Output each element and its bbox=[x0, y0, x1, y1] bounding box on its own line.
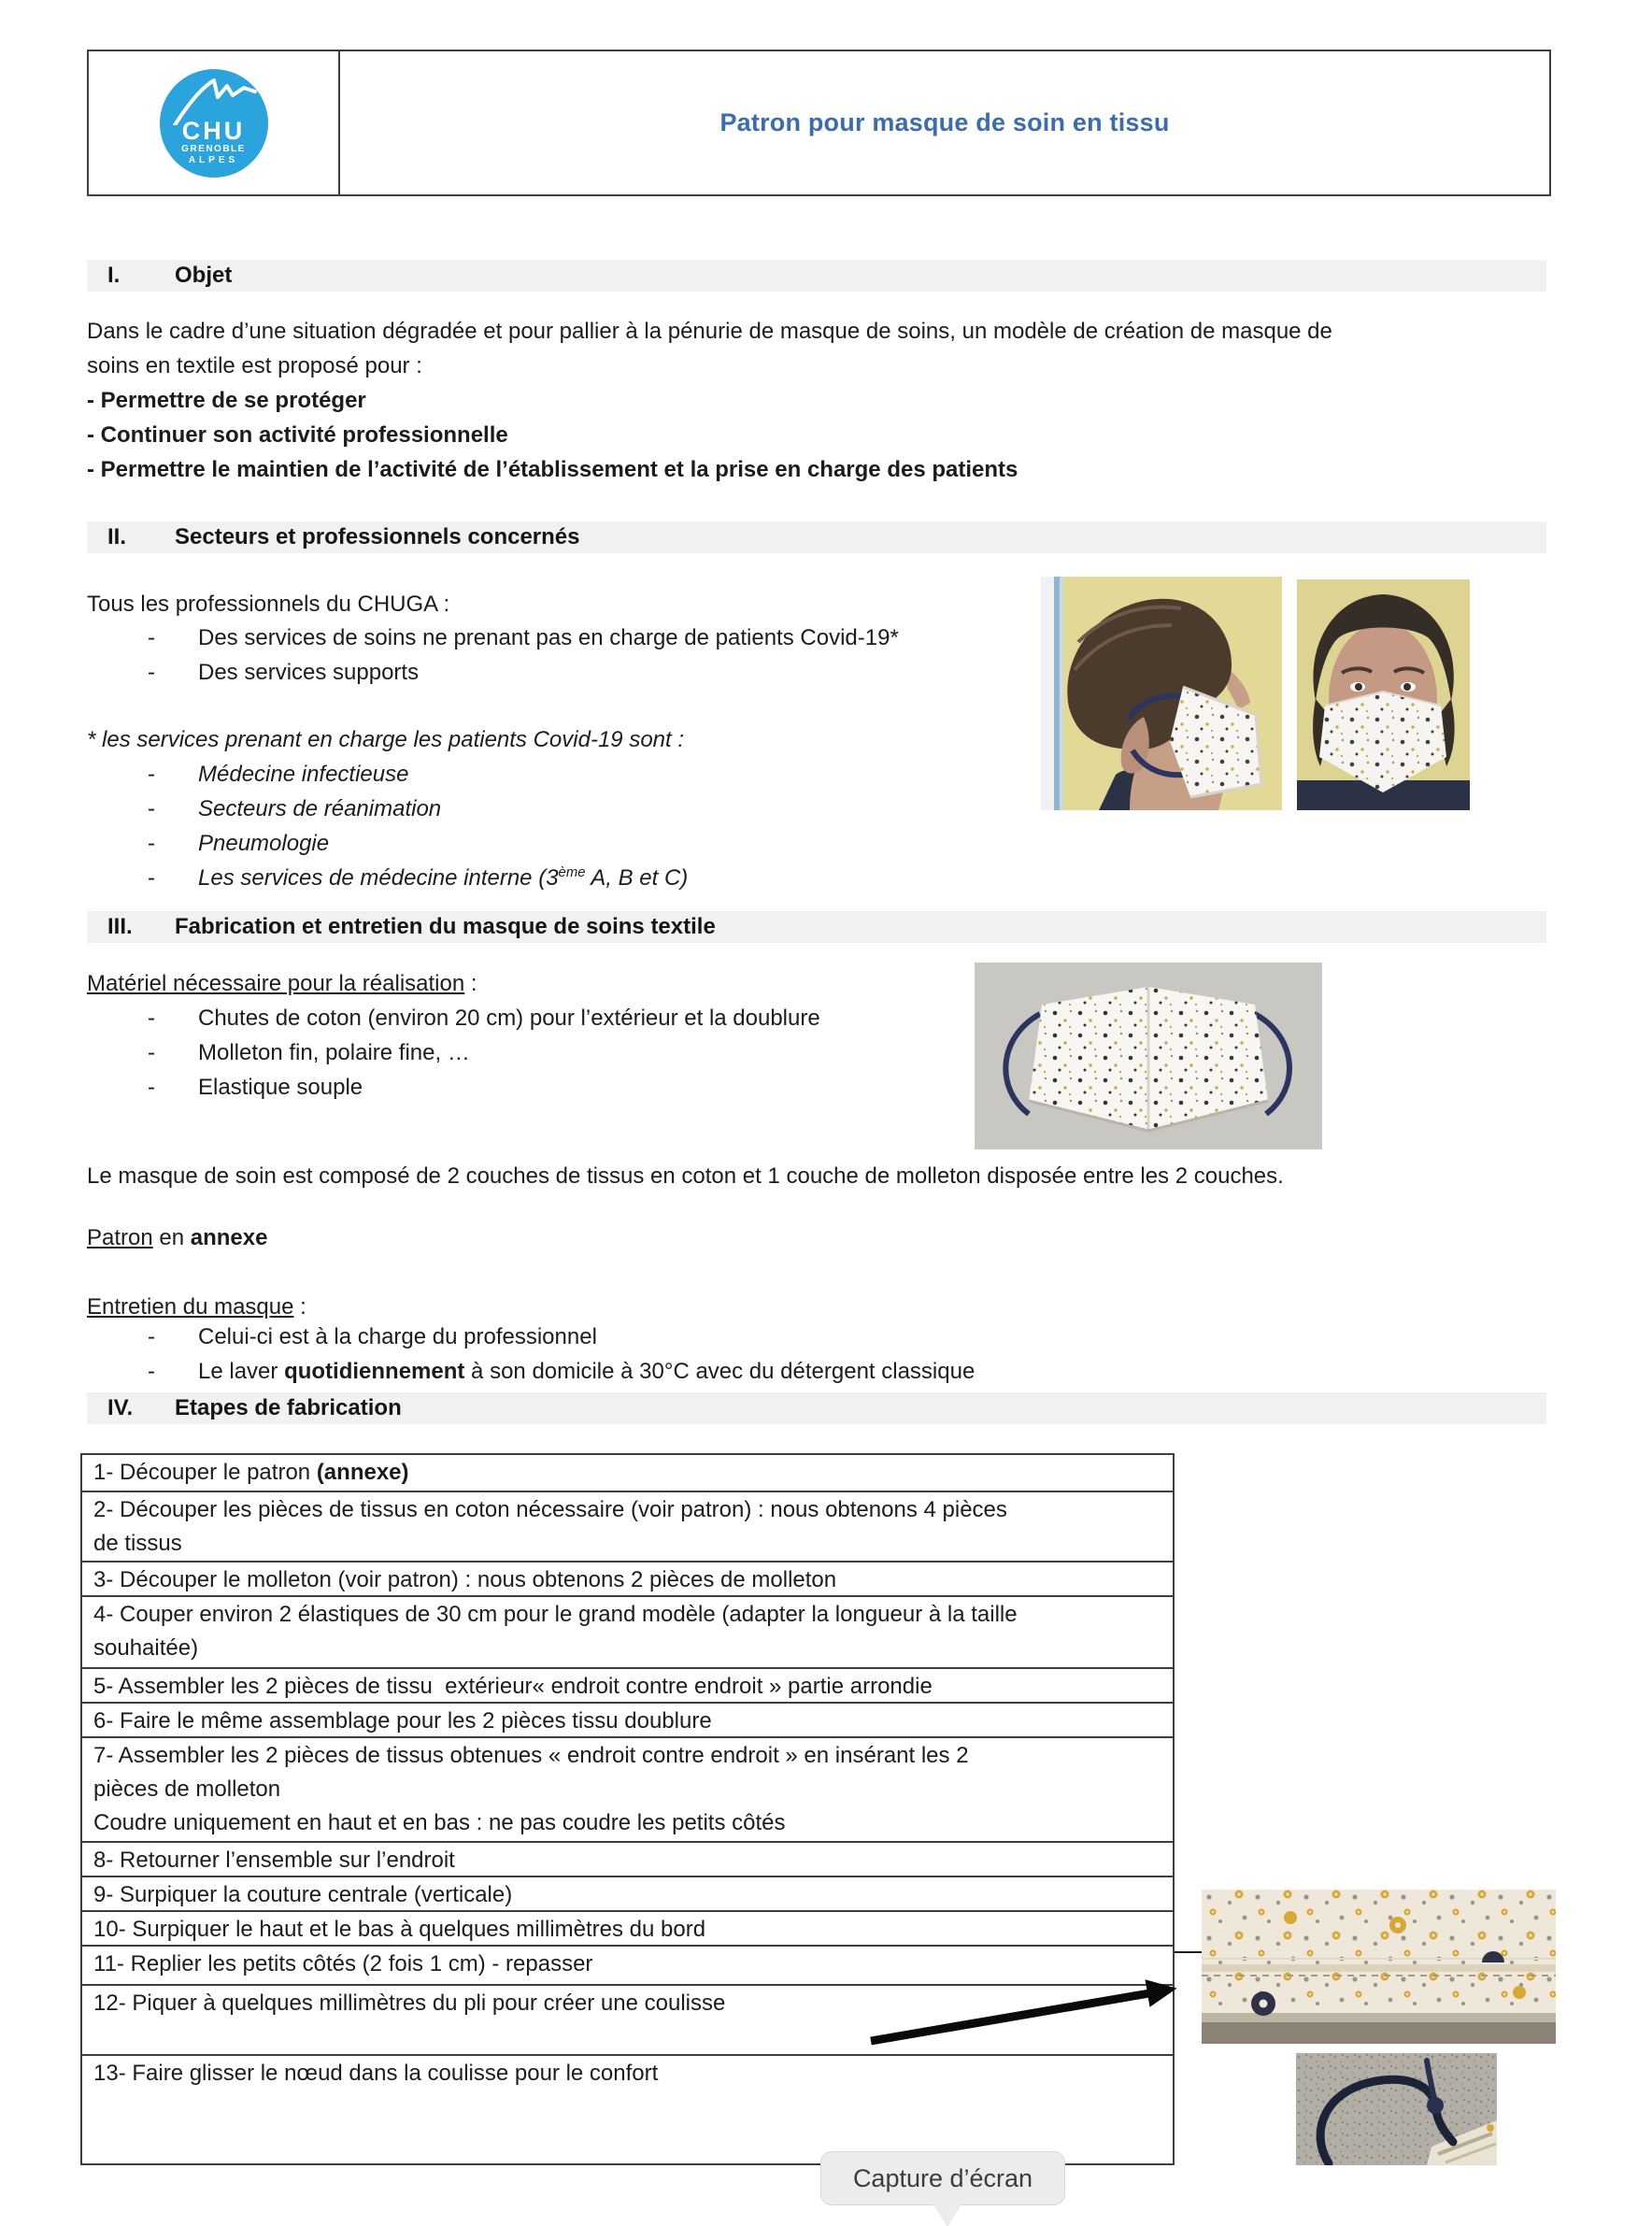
text-segment: quotidiennement bbox=[284, 1359, 465, 1384]
capture-ecran-tooltip bbox=[820, 2151, 1065, 2205]
fabrication-steps-table bbox=[80, 1453, 1175, 2165]
logo-text-grenoble: GRENOBLE bbox=[181, 143, 246, 154]
text-segment: : bbox=[293, 1294, 306, 1320]
logo-text-alpes: ALPES bbox=[188, 154, 239, 165]
text-line bbox=[93, 1670, 1163, 1702]
entretien-bullet-list bbox=[148, 1320, 1512, 1389]
text-segment: : bbox=[464, 971, 477, 996]
section-number: II. bbox=[107, 524, 127, 549]
elastic-knot-photo bbox=[1296, 2053, 1497, 2165]
text-line bbox=[87, 383, 1554, 418]
text-line bbox=[93, 1563, 1163, 1595]
hem-seam-closeup-photo bbox=[1202, 1890, 1556, 2044]
text-segment: Molleton fin, polaire fine, … bbox=[198, 1040, 470, 1065]
table-row-step-8 bbox=[82, 1841, 1173, 1876]
table-row-step-4 bbox=[82, 1595, 1173, 1667]
bullet-dash: - bbox=[148, 1359, 155, 1384]
text-segment: Entretien du masque bbox=[87, 1294, 294, 1320]
text-segment: Patron bbox=[87, 1225, 153, 1250]
table-row-step-6 bbox=[82, 1702, 1173, 1736]
text-line bbox=[198, 826, 329, 861]
logo-cell bbox=[89, 51, 340, 194]
compose-paragraph bbox=[87, 1159, 1554, 1193]
text-segment: 12- Piquer à quelques millimètres du pli pour créer une coulisse bbox=[93, 1991, 726, 2016]
text-segment: de tissus bbox=[93, 1531, 182, 1556]
text-line bbox=[198, 1035, 470, 1070]
text-segment: Le laver bbox=[198, 1359, 285, 1384]
text-segment: 11- Replier les petits côtés (2 fois 1 cm) - repasser bbox=[93, 1951, 593, 1976]
text-segment: Matériel nécessaire pour la réalisation bbox=[87, 971, 465, 996]
mask-worn-front-photo bbox=[1297, 579, 1470, 810]
text-line bbox=[93, 1913, 1163, 1945]
header-box bbox=[87, 50, 1551, 196]
text-line bbox=[198, 655, 419, 690]
text-line bbox=[87, 349, 1554, 383]
logo-text-chu: CHU bbox=[181, 116, 246, 145]
text-segment: 8- Retourner l’ensemble sur l’endroit bbox=[93, 1848, 455, 1873]
text-segment: Des services de soins ne prenant pas en charge de patients Covid-19* bbox=[198, 625, 899, 650]
text-line bbox=[198, 792, 441, 826]
patron-annexe-line bbox=[87, 1220, 1554, 1255]
table-row-step-10 bbox=[82, 1910, 1173, 1945]
bullet-dash: - bbox=[148, 865, 155, 891]
objet-paragraph bbox=[87, 314, 1554, 487]
tooltip-tail bbox=[933, 2205, 961, 2226]
text-line bbox=[93, 1878, 1163, 1910]
mountain-squiggle-icon bbox=[169, 77, 263, 125]
section-heading-etapes bbox=[87, 1392, 1546, 1424]
table-row-step-5 bbox=[82, 1667, 1173, 1702]
section-label: Fabrication et entretien du masque de soins textile bbox=[175, 914, 716, 939]
text-line bbox=[93, 1632, 1163, 1665]
text-segment: soins en textile est proposé pour : bbox=[87, 353, 422, 378]
text-segment: 3- Découper le molleton (voir patron) : nous obtenons 2 pièces de molleton bbox=[93, 1567, 837, 1592]
bullet-dash: - bbox=[148, 1040, 155, 1065]
text-segment: 13- Faire glisser le nœud dans la coulisse pour le confort bbox=[93, 2061, 659, 2086]
callout-arrow-icon bbox=[841, 1962, 1196, 2056]
text-segment: Coudre uniquement en haut et en bas : ne pas coudre les petits côtés bbox=[93, 1810, 786, 1835]
text-segment: Chutes de coton (environ 20 cm) pour l’extérieur et la doublure bbox=[198, 1006, 820, 1031]
text-line bbox=[198, 1354, 975, 1389]
chu-grenoble-alpes-logo bbox=[160, 69, 268, 178]
text-line bbox=[93, 1844, 1163, 1876]
text-segment: à son domicile à 30°C avec du détergent classique bbox=[464, 1359, 976, 1384]
finished-mask-photo bbox=[975, 963, 1322, 1149]
bullet-item bbox=[148, 1320, 1512, 1354]
text-line bbox=[198, 1070, 363, 1105]
text-line bbox=[198, 621, 899, 655]
text-segment: (annexe) bbox=[316, 1460, 409, 1485]
bullet-dash: - bbox=[148, 1324, 155, 1349]
text-line bbox=[87, 314, 1554, 349]
text-segment: Celui-ci est à la charge du professionnel bbox=[198, 1324, 597, 1349]
text-line bbox=[93, 1806, 1163, 1840]
bullet-dash: - bbox=[148, 796, 155, 821]
section-heading-fabrication bbox=[87, 911, 1546, 943]
table-row-step-9 bbox=[82, 1876, 1173, 1910]
text-line bbox=[93, 1527, 1163, 1561]
text-line bbox=[198, 861, 688, 895]
mask-worn-side-photo bbox=[1041, 577, 1282, 810]
text-segment: 7- Assembler les 2 pièces de tissus obtenues « endroit contre endroit » en insérant les 2 bbox=[93, 1743, 969, 1768]
text-line bbox=[87, 1159, 1554, 1193]
text-line bbox=[93, 1739, 1163, 1773]
bullet-item bbox=[148, 861, 1512, 895]
section-label: Secteurs et professionnels concernés bbox=[175, 524, 580, 549]
text-segment: 6- Faire le même assemblage pour les 2 pièces tissu doublure bbox=[93, 1708, 712, 1734]
text-line bbox=[87, 1220, 1554, 1255]
text-line bbox=[93, 1705, 1163, 1736]
text-line bbox=[87, 966, 1554, 1001]
materiel-heading-line bbox=[87, 966, 1554, 1001]
text-line bbox=[93, 1598, 1163, 1632]
bullet-dash: - bbox=[148, 1006, 155, 1031]
text-segment: souhaitée) bbox=[93, 1635, 199, 1661]
bullet-dash: - bbox=[148, 762, 155, 787]
text-segment: 9- Surpiquer la couture centrale (verticale) bbox=[93, 1882, 513, 1907]
text-segment: A, B et C) bbox=[585, 865, 689, 891]
text-line bbox=[198, 1001, 820, 1035]
text-segment: * les services prenant en charge les patients Covid-19 sont : bbox=[87, 727, 685, 752]
section-heading-objet bbox=[87, 260, 1546, 292]
section-number: III. bbox=[107, 914, 133, 939]
text-segment: Tous les professionnels du CHUGA : bbox=[87, 592, 450, 617]
section-heading-secteurs bbox=[87, 521, 1546, 553]
text-segment: Elastique souple bbox=[198, 1075, 363, 1100]
text-segment: en bbox=[152, 1225, 191, 1250]
bullet-dash: - bbox=[148, 625, 155, 650]
section-number: IV. bbox=[107, 1395, 134, 1420]
table-row-step-13 bbox=[82, 2054, 1173, 2163]
text-line bbox=[93, 1456, 1163, 1490]
text-segment: Secteurs de réanimation bbox=[198, 796, 442, 821]
bullet-item bbox=[148, 1354, 1512, 1389]
table-row-step-3 bbox=[82, 1561, 1173, 1595]
bullet-dash: - bbox=[148, 1075, 155, 1100]
text-line bbox=[87, 452, 1554, 487]
text-line bbox=[93, 2057, 1163, 2090]
text-segment: annexe bbox=[190, 1225, 268, 1250]
table-row-step-2 bbox=[82, 1491, 1173, 1561]
text-segment: - Continuer son activité professionnelle bbox=[87, 422, 508, 448]
bullet-item bbox=[148, 826, 1512, 861]
bullet-dash: - bbox=[148, 660, 155, 685]
title-cell bbox=[340, 51, 1549, 194]
text-segment: 1- Découper le patron bbox=[93, 1460, 317, 1485]
section-label: Etapes de fabrication bbox=[175, 1395, 402, 1420]
table-row-step-1 bbox=[82, 1455, 1173, 1491]
text-segment: Pneumologie bbox=[198, 831, 330, 856]
text-segment: 10- Surpiquer le haut et le bas à quelques millimètres du bord bbox=[93, 1917, 706, 1942]
text-segment: - Permettre le maintien de l’activité de l’établissement et la prise en charge des patients bbox=[87, 457, 1018, 482]
text-segment: Médecine infectieuse bbox=[198, 762, 409, 787]
text-line bbox=[93, 1773, 1163, 1806]
text-segment: Dans le cadre d’une situation dégradée et pour pallier à la pénurie de masque de soins, un modèle de création de masque de bbox=[87, 319, 1332, 344]
bullet-dash: - bbox=[148, 831, 155, 856]
text-line bbox=[198, 757, 408, 792]
section-label: Objet bbox=[175, 263, 233, 288]
text-segment: ème bbox=[558, 865, 586, 880]
text-line bbox=[87, 418, 1554, 452]
page-title: Patron pour masque de soin en tissu bbox=[719, 108, 1170, 136]
text-segment: - Permettre de se protéger bbox=[87, 388, 366, 413]
text-segment: pièces de molleton bbox=[93, 1777, 281, 1802]
text-segment: Des services supports bbox=[198, 660, 420, 685]
text-segment: Le masque de soin est composé de 2 couches de tissus en coton et 1 couche de molleton disposée entre les 2 couches. bbox=[87, 1163, 1284, 1189]
tooltip-label: Capture d’écran bbox=[852, 2163, 1033, 2192]
text-segment: 2- Découper les pièces de tissus en coton nécessaire (voir patron) : nous obtenons 4 pièces bbox=[93, 1497, 1007, 1522]
text-line bbox=[198, 1320, 597, 1354]
section-number: I. bbox=[107, 263, 121, 288]
text-segment: Les services de médecine interne (3 bbox=[198, 865, 559, 891]
text-line bbox=[93, 1493, 1163, 1527]
table-row-step-7 bbox=[82, 1736, 1173, 1841]
text-segment: 5- Assembler les 2 pièces de tissu extérieur« endroit contre endroit » partie arrondie bbox=[93, 1674, 933, 1699]
text-segment: 4- Couper environ 2 élastiques de 30 cm pour le grand modèle (adapter la longueur à la taille bbox=[93, 1602, 1018, 1627]
